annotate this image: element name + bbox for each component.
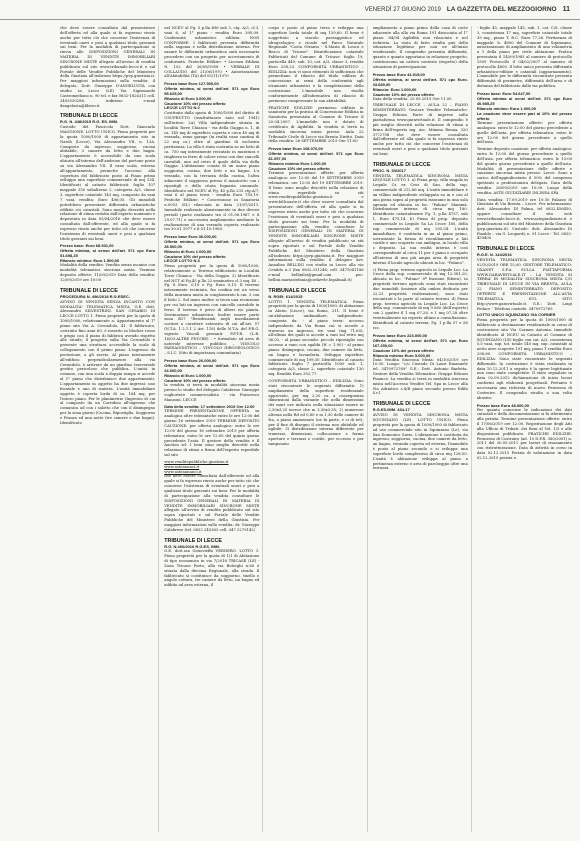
price-line: Prezzo base Euro 44.919,00 (372, 71, 425, 77)
price-line: Offerta minima, ai sensi dell'art. 571 cpc Euro 28.500,00 (164, 239, 260, 250)
announcement-paragraph: Piena proprietà per la quota di 1000/1000, relativamente a: Terreno edificatorio in Località Torre Chianca - Via della Gaggia. 3) Identificato nel NCT al Fg.45 p.lla 22 seminativo cl.3 mq. 40 – Fg. 8 Euro. 0,10 e Fg. Euro 0,13. Il terreno interamente recintato, fra confina est un verso della muraura mista in conglomerato h.cm. 3 con il lotto 2. Sul muro inoltre si trova una recinzione per cui lati un ingresso con cancello carrabile in ferro. Il terreno è privo di alberi e/o pianta. Destinazione urbanistica: Inoltre essere parte zona B27 "Residenziali negli insediamenti costieri a carattere estensivo di cui all'art. 57 (N.T.A. 1.2.1.1 2 Art. 118) delle N.T.A. del P.R.G. vigente. Vincoli gravanti: P.P.T.R. (L.R. 16/03.ALTRE FIGURE) : • formulato ad area di notevole interesse pubblico – VINCOLO PAESAGGISTICO – VINCOLO IDROGEOLOGICO – S.I.C. (Sito di importanza comunitaria) (164, 264, 260, 356)
announcement-paragraph: corpo e posto al piano terra e sviluppa una superficie lorda totale di mq 159,60. Il bene è soggettato a vincolo paesaggistico ed idrogeologico e ricade nel Parco Naturale Regionale "Costa Otranto - S.Maria di Leuca e Bosco di Tricase". Identificazione catastale Fabbricati del Comune di Tricase: foglio 19, particella 449, sub. 10, cat. A/3, classe 3, rendita Euro 258,23. CONFORMITÀ URBANISTICO – EDILIZIA: non vi sono elementi di sufficienza che permettano il rilascio del titolo edilizio di concessione ai sensi della conformità agli strumenti urbanistici e la completazione della costruzione. L'immobile non risulta conformemente all'informativa di rilascio di permesso comprovante la sua abitabilità. (268, 26, 364, 103)
page-number: 11 (562, 6, 570, 13)
price-line: Rilancio minimo Euro 5.000,00 (372, 352, 431, 358)
court-heading: TRIBUNALE DI LECCE (60, 113, 118, 120)
announcement-paragraph: Piena proprietà per la quota di 1000/1000 di fabbricato a destinazione residenziale in corso di costruzione sito Via Carmen Antonia. Immobile identificato al NCEU in Catasto al Comune di SQUINZANO (LE) foglio con cat. A/3, consistenza 5,5 vani, sup. tot. totale 140 mq. sup. catastale al netto aree scoperte 101 mq, piano T rendita Euro 298,96. CONFORMITÀ URBANISTICO – EDILIZIA: Sono state riscontrate le seguenti difformità: la costruzione è stata realizzata in data 10.12.2011 a seguito è la opere legittimate non sono state completate. Il stato segnalato in data 02.09.2012 dichiarazione di inizio lavori conformi agli elaborati progettuali. Pertanto è necessaria una richiesta di nuovo Permesso di Costruire. Il compendio risulta a sua volta abusivo. (476, 318, 572, 400)
announcement-paragraph: G.E. dott.ssa Genovieffa VERNERO. LOTTO 1. Piena proprietà per la quota di 1/1 di Abitazione di tipo economico in via 7/2018 TRICASE (LE) - Zona Tricase Porto, alla via Botteghi n.60 è situata dalla diecima Regionale, alla strada. Il fabbricato si costituisce da soggiorno, tinello e angolo cottura, tre camere da letto, un bagno ed adibito ad area esterna, il (164, 549, 260, 588)
court-heading: TRIBUNALE DI LECCE (60, 287, 118, 294)
lot-heading: R.G.E. N. 144/2016 (476, 252, 512, 258)
price-line: Rilancio minimo: Euro 1.500,00 (60, 258, 120, 264)
announcement-paragraph: VENDITA TELEMATICA SINCRONA MISTA 02/10/2019 ORE 15,00. GESTORE TELEMATICO: OXANET S.P.A. SULLA PIATTAFORMA WWW.GARAVIRTUALE.IT – LA VENDITA SI TERRA' IN MODALITA' SINCRONA MISTA C/O TRIBUNALE DI LECCE IN VIA BRENTA, AULA 22 PIANO SEMINTERRATO. DEPOSITO OFFERTE E PRESENTAZIONE ALL'ASTA TELEMATICA SUL SITO http://www.garavirtuale.it. G.E.: Dott. Luigi Pedace - Telefono custode: 3470972769 (476, 258, 572, 311)
announcement-paragraph: - foglio 45, mappale 145, sub. 1, cat. C/8, classe 3, consistenza 17 mq, superficie catastale totale 39 mq., piano T, R.C. Euro 77,26. Pertinenza di mappale: h. 4800 del Comune di Squinzano, autorizzazione di ampliamento di una volumetria a 1 della piano per civile abitazione. Pratica presentata il 14/09/1985 al numero di protocollo 1509 Protocollo il 04/02/2007 al numero di protocollo 4600. Il lotto unico presenta difformità urbanistico-edilizie e catastali (aggiornamento). L'immobile per le difformità riscontrate presenta difformità di perimetro, difformità dell'area e di distanza del fabbricato dalla via pubblica. (476, 26, 572, 89)
announcement-paragraph: Termine deposito cauzione: per offerta analogica: entro le 12:00 del giorno precedente a quello dell'asta. per offerta telematica: entro le 13:00 del quinto giorno precedente a quello dell'asta. Modalità di presentazione delle offerte e cauzione sincrona mista presso: Lecce. Sono a carico dell'aggiudicatario il 50% del compenso spettanti a professionista delegato. Data della vendita: 26/09/2019 ore 10:30. Luogo della vendita: ASTE GIUDIZIARIE INLINEA SPA (476, 147, 572, 195)
announcement-paragraph: Per quanto concerne le indicazioni dei dati catastali e della documentazione si fa riferimento alla perizia. Termine presentazione offerte: entro il 17/06/2019 ore 12.00. Registrazione degli Atti alla Ufficio di Tributi: dei Beni al Vol. 1/5 e alle disposizioni pubblicate. PRATICHE EDILIZIE: Permesso di Costruire (ad. 10 D.P.R. 380/2001) n. 2011 del 30.05.2011 per lavori di risanamento con ristrutturazione. Data di attività in corso in data 02.12.2015 Perizia di valutazione in data 02.12.2015 perizia e. (476, 407, 572, 460)
announcement-paragraph: la vendita si terrà in modalità sincrona mista presso lo studio del delegato Calabrese Giuseppe vogliortere commercialista - via Francesco Manzoni, LECCE (164, 383, 260, 402)
price-line: La cauzione deve essere pari al 10% del prezzo offerto (476, 110, 572, 121)
announcement-paragraph: c) Piena prop. terreno agricolo in Lequile Loc. La Croce della sup. commerciale di mq 12.381,20, ubicato in loc. "Paluno" 8ª frazione (libera), in proprietà terreno agricolo sono stati riscontrati due immobili (insieme alla ombra dedicata per 22,23 proprietà realizzazione), sono stati riscontrati e la parte al catasto terreni. d) Piena prop. terreno agricolo in Lequile Loc. La Croce della sup. commerciale di mq 9.560 (dell'esperto) con 2 quattro il 1 mq 07,28, e l. mq 07,28 oltre eventualmente un reperto ultimo a consultazione. Identificati al catasto terreni, Fg. 1 p.lla 57 e 58 ecc. (372, 267, 468, 330)
price-line: Prezzo base Euro 26.000,00 (164, 358, 217, 364)
lot-heading: LECCE LOTTO N.2 (164, 105, 200, 111)
announcement-paragraph: AVVISO DI VENDITA SINCRONA MISTA SQUINZANO (LE). LOTTO UNICO. Piena proprietà per la quota di 1000/1000 di fabbricato ad uso commerciale sito in Squinzano (Le), via San Domenico Savio. L'abitazione è costituita da ingresso, soggiorno, cucina, due camere da letto, un bagno, veranda coperta ed esterna, l'immobile è posto al piano secondo e si sviluppa una superficie lorda complessiva di circa mq 128,50. L'unità è abitazione sviluppa al piano a pertinenza esterno e area di parcheggio oltre una terrazza. (372, 413, 468, 471)
announcement-paragraph: Data vendita: 17.09.2019 ore 10:30 Palazzo di Giustizia di Via Brenta – Lecce. Per informazioni: dott. Alessandro Dl Palma, tel 0832.456450, oppure consultare il sito web www.tribunale.lecce.it, www.astegiudiziarie.it e pubblicazioni sul sito del Ministero della Giustizia (pvp.giustizia.it). Custode: dott. Alessandro Di Pinaldo – via G. Leopardi, n. 91 Lecce - Tel. 0832-459400 (476, 197, 572, 241)
price-line: Cauzione 10% del prezzo offerto (372, 347, 434, 353)
price-line: Rilancio minimo: Euro 1.000,00 (476, 105, 536, 111)
announcement-paragraph: Costituito dalla quota di 1000/1000 del diritto di USUFRUTTO (usufruttuario nato nel 1941) sull'intero: 2A) Villa indipendente situata in località Torre Chianca - via della Gaggia n. 1, di ca. 145 mq di superficie coperta e circa 40 mq di veranda, ramo garage (in realtà vano cantina di 22 mq ca.) oltre al giardino di esclusiva pertinenza. La villa è stata costruita su un lotto di ca. 750 mq interamente recintato in muratura e ringhiera in ferro di colore rosso con due cancelli carrabili, uno sul retro il quale della via della Gaggia. L'abitazione consta di un unico piano soggiorno, cucina, due letti e un bagno. L'a veranda, con la terrazza della cucina, l'altra adiacente il soggiorno presso il manicotto con i ripostigli e della citata fognaria comunale. Identificato nel NCEU al Fg. 45 p.lla 233 ctg.A/7, vani 6 al piano terra - rendita Euro 759,19. Pratiche Edilizie: • Concessione in Sanatoria n.0053 (SL) rilasciata in data 21/07/2011. Immobile realizzato abusivamente in due diversi periodi (parte realizzato tra il 01.06.1967 e il 29.07.71) e successiva ampliamento mediante la realizzazione di una veranda coperta realizzato tra 30.01.1977 e il 01.10.1983. (164, 111, 260, 232)
announcement-paragraph: Termine presentazione offerte: per offerta analogica: entro le 12:00 del giorno precedente a quello dell'asta. per offerta telematica: entro le ore 12:00 del giorno precedente a quello dell'asta. (476, 120, 572, 145)
price-line: Prezzo base: Euro 54.647,00 (476, 90, 531, 96)
announcement-paragraph: AVVISO DI VENDITA SENZA INCANTO CON MODALITA' TELEMATICA MISTA. G.E. dott. Alessandro SILVESTRINI. SAN CESARIO DI LECCE LOTTO 1. Piena proprietà per la quota di 1000/1000, relativamente a: Appartamento al 1° piano sito Via A. Cerundolo, 41. Il fabbricato, costruito fino anni 60, è inserito in blocker rosso e grigio con il piano di fabbrica avendo rispetto alle strade; il progetto sulla Via Cerundolo è presente una struttura accessibile la scala di collegamento con il primo piano. L'ingresso da protezione, a gli ravvio. Al piano interamente all'edificio perpendicolarmente alla via Cerundolo, è arrivare da un giardino trasversale gestito pericoloso che pubblica. L'unità in comune, con una scala a doppia rampa si accede al 1° piano che distribuisce due appartamenti. L'appartamento in oggetto ha due ingressi: uno frontale e uno di sinistra. L'unità immobiliare oggetto è coperta lorda di ca. 164 mq, per l'intero piano. Per le planimetrie (Ingresso di cui al composto da un Corridoio all'ingresso che comunica ad con i salotto che con il disimpegno per la zona giorno (Cucina, Ripostiglio, Soggiorno e Pranzo ed una notte (tre camere e due bagni). Identificato (60, 299, 156, 425)
price-line: Prezzo base Euro 127.500,00 (164, 81, 219, 87)
announcement-paragraph: TRIBUNALE DI LECCE – AULA 22 – PIANO SEMINTERRATO. Gestore Vendite Telematiche: Gruppo Edicom Parte di imprese sulla piattaforma www.garavirtuale.it. Il compendio è più meglio descritti nella relazione di stima a firma dell'esperto ing. Arc. Mimmo Renna, 320 3772708 che deve essere consultata dall'offerente ed alla quale si fa espresso rinvio anche per tutto ciò che concerne l'esistenza di eventuali oneri e pesi a qualsiasi titolo gravanti sui beni. (372, 103, 468, 156)
lot-heading: N. RGEI: 614/2015 (268, 293, 303, 299)
announcement-paragraph: che deve essere consultata dall'offerente ed alla quale si fa espresso rinvio anche per tutto ciò che concerne l'esistenza di eventuali oneri e pesi a qualsiasi titolo gravanti sui beni. Per le modalità di partecipazione alla vendita consultare le DISPOSIZIONI GENERALI IN MATERIA DI VENDITE IMMOBILIARI SINCRONE MISTE allegate all'avviso di vendita pubblicato sul sito sopra riportati e sul Portale delle Vendite Pubbliche del Ministero della Giustizia. Per maggiori informazioni sulla vendita: dr. Giuseppe Calabrese (tel. 0832 245363 cell. 347 2279142) (164, 474, 260, 532)
price-line: Rilancio di Euro 1.000,00 (164, 373, 212, 379)
court-heading: TRIBUNALE DI LECCE (372, 401, 431, 408)
page-gutter (0, 20, 56, 841)
website-link[interactable]: www.asteanunci.it (164, 464, 200, 469)
price-line: Cauzione 10% del prezzo offerto (268, 166, 330, 172)
price-line: Offerta minima, ai sensi dell'art. 571 cpc Euro. 33.689,00 (372, 76, 468, 87)
court-heading: TRIBUNALE DI LECCE (268, 287, 327, 294)
column-3 (268, 26, 367, 832)
price-line: Prezzo base Euro 223.000,00 (372, 332, 428, 338)
website-link[interactable]: www.venditepubbliche.giustizia.it (164, 459, 229, 464)
page-header (0, 0, 580, 20)
price-line: Offerta minima ai sensi dell'art. 571 cpc Euro 40.985,25 (476, 95, 572, 106)
price-line: Rilancio: Euro 1.000,00 (372, 86, 417, 92)
column-1 (60, 26, 159, 832)
header-paper-name: LA GAZZETTA DEL MEZZOGIORNO (446, 6, 557, 13)
price-line: Data della vendita: 17 settembre 2019 Ore 12.00 (164, 404, 255, 410)
announcement-paragraph: che deve essere consultata dal presentatore dell'offerta ed alla quale si fa espresso rinvio anche per tutto ciò che concerne l'esistenza di eventuali oneri e pesi a qualsiasi titolo gravanti sui beni. Per la modalità di partecipazione si rinvia alle DISPOSIZIONI GENERALI IN MATERIA DI VENDITE IMMOBILIARI SINCRONE MISTE allegate all'avviso di vendita pubblicato sul sito www.tribunale.lecce.it e sul Portale delle Vendite Pubbliche del Ministero della Giustizia all'indirizzo https://pvp.giustizia.it. Per maggiori informazioni sulla vendita: il delegato, Dott. Giuseppe D'ANGELUSTA con studio in Lecce (LE) Via Sigismondo Castromediano n. 90 tel. e fax 0832-1826311 cell. 3405530288, indirizzo e-mail dangelusta@libero.it (60, 26, 156, 108)
announcement-paragraph: nel NCEU al Fg. 5 p.lla 496 sub 3, ctg. A/3, cl.3, vani 6, al 1° piano - rendita Euro 395,09. Conformità urbanistico edilizia: NON CONFORME. I fabbricati presenta difformità nella sagoma e nella distribuzione interna. Per sanare le difformità urbanistica sarà necessario procedere con un progetto per accertamento di conformità. Pratiche Edilizie: • Licenza Edilizia N. 102 del 26/08/1958 • VERBALE DI COLLAUDO del 21/06/1970 • Autorizzazione all'Abitabilità (TA) del 05/11/1970 (164, 26, 260, 79)
price-line: Cauzione 10% del prezzo offerto (372, 91, 434, 97)
price-line: Cauzione 10% del prezzo offerto (164, 378, 226, 384)
header-date: VENERDÌ 27 GIUGNO 2019 (364, 6, 441, 13)
column-4 (373, 26, 472, 832)
lot-heading: R.G.ES.IMM. 434-17 (372, 407, 410, 413)
announcement-paragraph: Custode del Fascicolo Dott. Giancarlo MAGGIONE. LOTTO UNICO. Piena proprietà per la quota 1000/1000 di appartamento sito in Nardò (Lecce), Via Alessandro VII, n. 13A. Composto da ingresso, soggiorno, cucina abitabile, 3 camere da letto e due bagni. L'appartamento è accessibile da uno scala ubicata all'interno dell'androne del portone posto su via Alessandro VII. Il vano scala, esterno all'appartamento, permette l'accesso alla copertura del fabbricato posto al Piano primo sviluppa una superficie commerciale di mq 134. Identificati al catasto fabbricati: foglio 107 mappale 350 subalterno 2, categoria A/3, classe 3, superficie catastale 143 mq, composto da vani 7 vani, rendita: Euro 406,05. Gli immobili potrebbero presentare difformità urbanistiche edilizie e/o catastali. Sono meglio descritti nella relazione di stima redatta dall'esperto nominato e depositata in data 05/04/2016 che deve essere consultata dall'offerente, ed alla quale si fa espresso rinvio anche per tutto ciò che concerne l'esistenza di eventuali oneri e pesi a qualsiasi titolo gravanti sui beni. (60, 125, 156, 241)
column-2 (164, 26, 263, 832)
column-5 (477, 26, 572, 832)
announcement-paragraph: ampliamento a piano primo della casa di corte adiacente alla alla via Roma 191 dissociata al 1° piano: 84/94 Agibilità non rilasciata e nel richiesta. Lo stato di fatto risulta può della situazione legittimo per non ne all'inizio residenziale. Il compendio presenta difformità, quanto e quanto apportano in relazione progetto, costituiscono un cattivo contesto (rispetto) della situazione di partecipazione. (372, 26, 468, 69)
price-line: Offerta minima, ai sensi dell'art. 571 cpc Euro 81.057,00 (268, 151, 364, 162)
price-line: Offerta minima, ai sensi dell'art. 571 cpc Euro 167.250,00 (372, 337, 468, 348)
price-line: Offerta minima, ai sensi dell'art. 571 cpc Euro 24.000,00 (164, 363, 260, 374)
price-line: Rilancio di Euro 3.000,00 (164, 96, 212, 102)
price-line: Cauzione 10% del prezzo offerto (164, 101, 226, 107)
announcement-paragraph: PRATICHE EDILIZIE: permesso edilizio in sanatoria per la pratica di Concessione Edilizia in Sanatoria presentata al Comune di Tricase il 20.04.2007. L'immobile non è dotato di certificato di Agibilità. la vendita si terrà in modalità sincrona mista presso: Aula 22 Tribunale Civile di Lecce via Brenta Diritto. Data della vendita: 26 SETTEMBRE 2019 Ore 11:00 (268, 105, 364, 144)
price-line: Prezzo base Euro 36.000,00 (164, 234, 217, 240)
lot-heading: LECCE LOTTO N.3 (164, 258, 200, 264)
price-line: Prezzo base Euro 48.000,00 (476, 402, 530, 408)
lot-heading: R.G. N. 448/2015 R.G. ES. IMM. (60, 119, 119, 125)
price-line: Cauzione 10% del prezzo offerto (164, 254, 226, 260)
announcement-paragraph: VENDITA TELEMATICA SINCRONA MISTA LEQUILE LOTTO 1. a) Piena prop. villa singola in Lequile Cs ex Cros di San. della sup. commerciale di 212,86 mq. L'unità immobiliare è un villino indipendente sviluppata su in e con al una piena sopra al proprietà riassume in una sola agenzia ed ubicata in loc. "Paluno" Mammà. Distribuzione interna di circa mq 180. Identificato catastalmente Fg. 1, p.lla 4757, sub 1, Euro 475,14. b) Piena di prop. deposito commerciale in Lequile Sa La Croce 185, della sup. commerciale di mq 205,54. L'unità immobiliare, è costituita in un al piano primo, sovrastante la forma di riscaldamento a lati cortile e uno scoperto con ambiguo, in locale villa o deposito. La sua realtà interna è così corrispondente al circa 11 per 3 piano e occupato all'interno di una più ampia area di proprietà interno il locale agricolo ubicati in loc. "Paluno". (372, 173, 468, 265)
price-line: Offerta minima, ai sensi dell'art. 571 cpc Euro 95.625,00 (164, 86, 260, 97)
announcement-paragraph: Modalità della vendita: Vendita senza incanto con modalità telematica sincrona mista. Termine deposito offerte: 11/09/2019 Data della vendita: 12/09/2019 ore 10:00 (60, 263, 156, 282)
announcement-paragraph: Data della vendita: 25.09.2019 Ore 11.00 (372, 96, 452, 101)
announcement-paragraph: TERMINE PRESENTAZIONE OFFERTA su analogica oltre telematiche entro le ore 12:00 del giorno 16 settembre 2019 TERMINE DEPOSITO CAUZIONE: per offerta analogica: entro le ore 12:00 del giorno 16 settembre 2019 per offerta telematica: entro le ore 12:00 del quinto giorno precedente l'asta. Il gestore della vendita è Il Auction srl. I beni sono meglio descritti nella relazione di stima a firma dell'esperto reperibile sul sito (164, 409, 260, 458)
announcement-paragraph: LOTTO 1. VENDITA TELEMATICA. Piena proprietà per la quota di 1000/1000, di abitazione in Alezio (Lecce), via Roma, 211. Il bene è un'abitazione unifamiliare, indipendente, composta da: - al piano terra: accesso indipendente da Via Roma cui si accede a traverso un ingresso, tre vani (mq 71,60), all'ultimo dei quali si accede a vani sul retro mq 36,02, - al piano secondo: piccolo ripostiglio con accesso a vano con sgabbi (H = 1.90) - al primo piano: disimpegno, cucina, due camere da letto, un bagno e lavanderia. Sviluppa superficie commerciale di mq 199,30. Identificato al catasto fabbricati: foglio 7 particella 1000 sub. 1, categoria A/3, classe 2, superficie catastale 130 mq. Rendita Euro 352,77. (268, 299, 364, 377)
court-heading: TRIBUNALE DI LECCE (372, 161, 431, 168)
court-heading: TRIBUNALE DI LECCE (164, 537, 223, 544)
price-line: Prezzo base Euro 108.076,00 (268, 146, 323, 152)
price-line: Offerta minima, al senso dell'art. 571 cpc Euro 51.698,25 (60, 248, 156, 259)
website-link[interactable]: www.asteannunci.it (164, 469, 202, 474)
price-line: Prezzo base: Euro 68.931,00 (60, 243, 114, 249)
announcement-paragraph: CONFORMITÀ URBANISTICO – EDILIZIA: Sono stati riscontrate le seguenti difformità: 1) ampliamento della superficie residenziale approvato, per mq 2,20 ca. a conseguenza dimensioni dalla variante che nella dimensioni dei muri ove indicato nella situazione essere m 2,50x3,25 invece che m 3,30x3,35; 2) numerose altezza nella Rd ed 0,80 e m 1,30 delle camere di fra, a piano ammezzato (ne fa parte, e ci di tet); per il fine di disegno il sistema non abitabile ed agibile; 3) distribuzione interna differente per tramezzi, dimensioni, collocazione e forma aperture e terrazzi e cortile, per eccesso e per tamponato. (268, 379, 364, 446)
announcement-paragraph: Data Vendita Sincrona Mista: 04/10/2019 ore 10:30. Luogo: "c/o Custode Di Lauri Emanuele tel. 3470972769" G.E.: Dott. Antonio Barletta. Gestore della Vendita Telematica: Gruppo Edicom Finance. La vendita si terrà in modalità sincrona mista nell'Accesso Vendite Tel. Spa in Lecce alla Via Adriatico s.4/B piano secondo presso Edifa S.r.l. (372, 357, 468, 396)
lot-heading: R.G. N.466/2016 R.G.ES. IMM. (164, 543, 220, 549)
lot-heading: PROC. N. 53/2017 (372, 167, 406, 173)
price-line: Rilancio di Euro 1.000,00 (164, 249, 212, 255)
announcement-columns (60, 26, 572, 832)
price-line: Rilancio minimo Euro 1.000,00 (268, 161, 327, 167)
announcement-paragraph: Termine presentazione offerte: per offerta analogica: ore 12:00 del 19 SETTEMBRE 2019 telematica: ore 12:00 del 19 SETTEMBRE 2019. Il bene sono meglio descritti nella relazione di stima reperibile su siti www.venditepubbliche.giustizia.it e www.fallcoaste.it che deve essere consultata dal presentatore dell'offerta ed alla quale si fa espresso rinvio anche per tutto ciò che concerne l'esistenza di eventuali oneri e pesi a qualsiasi titolo gravanti sui beni. Per la modalità di partecipazione alla vendita consultare le DISPOSIZIONI GENERALI IN MATERIA DI VENDITE IMMOBILIARI SINCRONE MISTE allegate all'avviso di vendita pubblicato su siti sopra riportati e sul Portale delle Vendite Pubbliche del Ministero della Giustizia all'indirizzo https://pvp.giustizia.it. Per maggiori informazioni sulla vendita: il delegato Avv. Annalisa BELLINI con studio in Lecce alla via Cetaldo n.3 (fax 0832.331246; cell. 3471041186 e-mail bellinilst@gmail.com - pec: bellini.mariastefania@ordavvle.legalmail.it) (268, 171, 364, 282)
court-heading: TRIBUNALE DI LECCE (476, 246, 535, 253)
lot-heading: LOTTO UNICO SQUINZANO VIA CORNER (476, 312, 556, 318)
lot-heading: PROCEDURA N. 496/2018 R.G.ESEC. (60, 293, 130, 299)
